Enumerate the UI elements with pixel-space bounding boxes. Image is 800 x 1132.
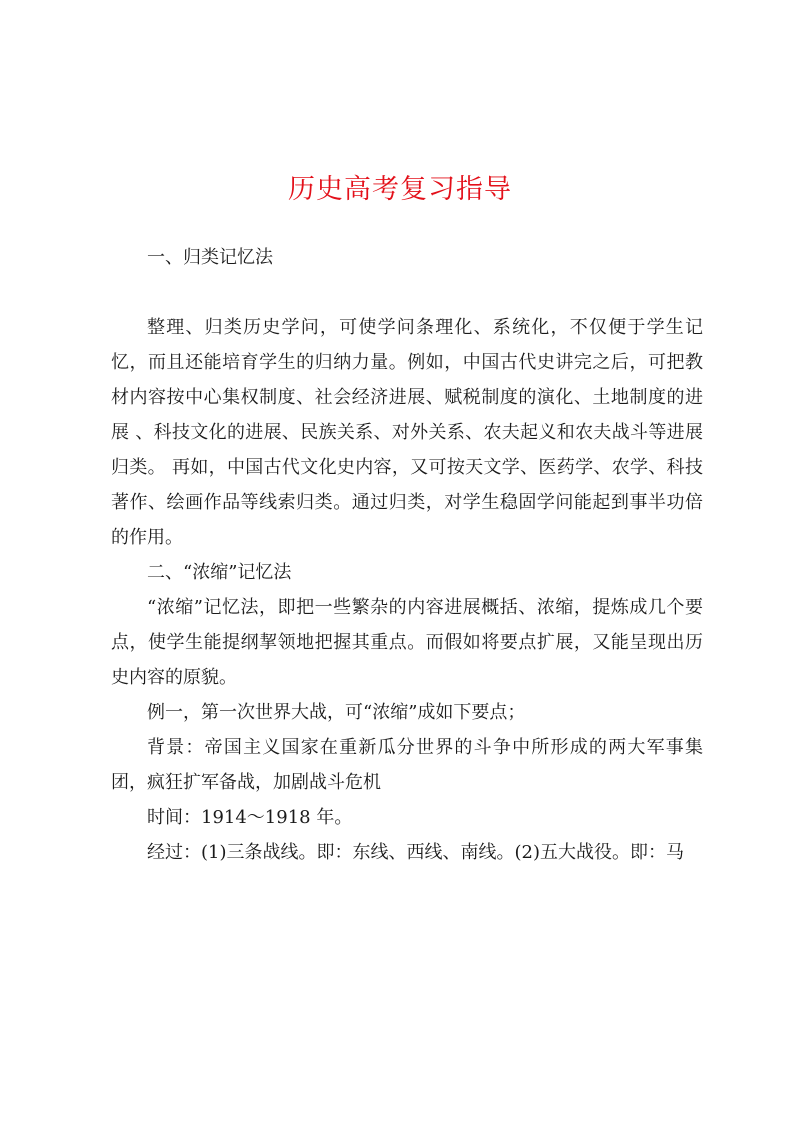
document-body (111, 240, 703, 870)
paragraph: 经过：(1)三条战线。即：东线、西线、南线。(2)五大战役。即：马 (147, 842, 684, 863)
document-title: 历史高考复习指导 (288, 174, 512, 205)
paragraph: 整理、归类历史学问，可使学问条理化、系统化，不仅便于学生记忆，而且还能培育学生的归纳力量。例如，中国古代史讲完之后，可把教材内容按中心集权制度、社会经济进展、赋税制度的演化、土地制度的进展 、科技文化的进展、民族关系、对外关系、农夫起义和农夫战斗等进展归类。 再如，中国古代文化史内容，又可按天文学、医药学、农学、科技著作、绘画作品等线索归类。通过归类，对学生稳固学问能起到事半功倍的作用。 (111, 317, 703, 548)
paragraph: “浓缩”记忆法，即把一些繁杂的内容进展概括、浓缩，提炼成几个要点，使学生能提纲挈领地把握其重点。而假如将要点扩展，又能呈现出历史内容的原貌。 (111, 597, 703, 688)
section-heading: 二、“浓缩”记忆法 (147, 562, 292, 583)
paragraph: 例一，第一次世界大战，可“浓缩”成如下要点； (147, 702, 526, 723)
section-heading: 一、归类记忆法 (147, 247, 273, 268)
paragraph: 时间：1914～1918 年。 (147, 807, 353, 828)
paragraph: 背景：帝国主义国家在重新瓜分世界的斗争中所形成的两大军事集团，疯狂扩军备战，加剧战斗危机 (111, 737, 703, 793)
